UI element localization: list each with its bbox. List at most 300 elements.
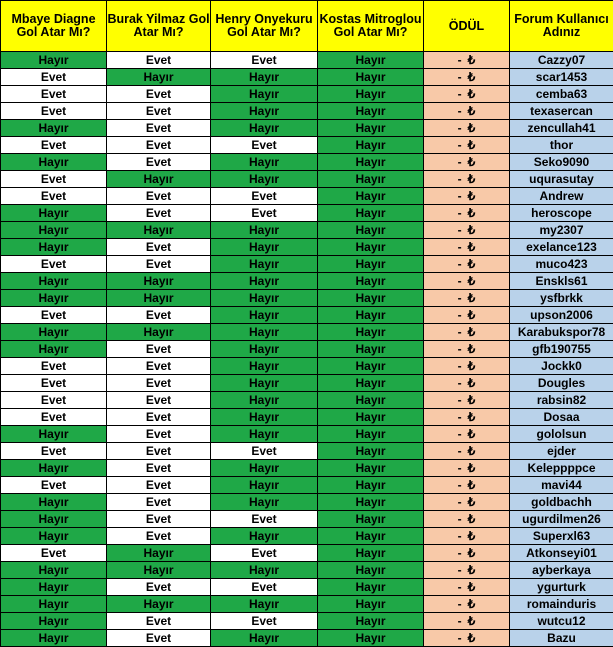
table-row [1, 256, 613, 273]
mbaye-diagne-cell: Hayır [1, 341, 107, 358]
forum-username-cell: Bazu [510, 630, 613, 647]
reward-value [458, 410, 476, 425]
table-row [1, 307, 613, 324]
lira-icon: ₺ [467, 375, 476, 390]
reward-value [458, 155, 476, 170]
kostas-mitroglou-cell: Hayır [318, 341, 424, 358]
lira-icon: ₺ [467, 494, 476, 509]
burak-yilmaz-cell: Evet [107, 154, 211, 171]
reward-dash: - [457, 273, 462, 288]
table-row [1, 171, 613, 188]
burak-yilmaz-cell: Evet [107, 426, 211, 443]
reward-cell [424, 256, 510, 273]
burak-yilmaz-cell: Evet [107, 103, 211, 120]
kostas-mitroglou-cell: Hayır [318, 528, 424, 545]
table-row [1, 69, 613, 86]
forum-username-cell: uqurasutay [510, 171, 613, 188]
burak-yilmaz-cell: Evet [107, 409, 211, 426]
lira-icon: ₺ [467, 120, 476, 135]
mbaye-diagne-cell: Evet [1, 358, 107, 375]
forum-username-cell: Keleppppce [510, 460, 613, 477]
table-row [1, 154, 613, 171]
table-row [1, 494, 613, 511]
kostas-mitroglou-cell: Hayır [318, 307, 424, 324]
table-row [1, 137, 613, 154]
reward-dash: - [457, 256, 462, 271]
henry-onyekuru-cell: Hayır [211, 477, 318, 494]
mbaye-diagne-cell: Hayır [1, 154, 107, 171]
burak-yilmaz-cell: Evet [107, 613, 211, 630]
kostas-mitroglou-cell: Hayır [318, 256, 424, 273]
burak-yilmaz-cell: Hayır [107, 545, 211, 562]
mbaye-diagne-cell: Hayır [1, 596, 107, 613]
forum-username-cell: goldbachh [510, 494, 613, 511]
forum-username-cell: exelance123 [510, 239, 613, 256]
lira-icon: ₺ [467, 137, 476, 152]
henry-onyekuru-cell: Hayır [211, 562, 318, 579]
reward-dash: - [457, 392, 462, 407]
forum-username-cell: cemba63 [510, 86, 613, 103]
reward-dash: - [457, 511, 462, 526]
table-row [1, 630, 613, 647]
reward-dash: - [457, 86, 462, 101]
table-row [1, 120, 613, 137]
henry-onyekuru-cell: Hayır [211, 426, 318, 443]
reward-dash: - [457, 443, 462, 458]
reward-value [458, 274, 476, 289]
reward-dash: - [457, 460, 462, 475]
burak-yilmaz-cell: Hayır [107, 290, 211, 307]
reward-cell [424, 562, 510, 579]
reward-dash: - [457, 154, 462, 169]
table-row [1, 579, 613, 596]
reward-value [458, 121, 476, 136]
reward-cell [424, 630, 510, 647]
mbaye-diagne-cell: Hayır [1, 120, 107, 137]
mbaye-diagne-cell: Evet [1, 409, 107, 426]
reward-value [458, 478, 476, 493]
burak-yilmaz-cell: Evet [107, 307, 211, 324]
reward-value [458, 393, 476, 408]
reward-cell [424, 443, 510, 460]
henry-onyekuru-cell: Hayır [211, 324, 318, 341]
forum-username-cell: Andrew [510, 188, 613, 205]
forum-username-cell: scar1453 [510, 69, 613, 86]
forum-username-cell: Enskls61 [510, 273, 613, 290]
table-row [1, 375, 613, 392]
burak-yilmaz-cell: Hayır [107, 596, 211, 613]
reward-value [458, 546, 476, 561]
lira-icon: ₺ [467, 188, 476, 203]
burak-yilmaz-cell: Evet [107, 494, 211, 511]
reward-dash: - [457, 562, 462, 577]
header-reward: ÖDÜL [424, 1, 510, 52]
table-row [1, 511, 613, 528]
table-row [1, 409, 613, 426]
reward-dash: - [457, 137, 462, 152]
mbaye-diagne-cell: Hayır [1, 273, 107, 290]
lira-icon: ₺ [467, 392, 476, 407]
lira-icon: ₺ [467, 69, 476, 84]
table-row [1, 290, 613, 307]
forum-username-cell: gololsun [510, 426, 613, 443]
reward-value [458, 563, 476, 578]
forum-username-cell: Dosaa [510, 409, 613, 426]
mbaye-diagne-cell: Evet [1, 103, 107, 120]
henry-onyekuru-cell: Evet [211, 443, 318, 460]
kostas-mitroglou-cell: Hayır [318, 562, 424, 579]
henry-onyekuru-cell: Hayır [211, 409, 318, 426]
kostas-mitroglou-cell: Hayır [318, 392, 424, 409]
mbaye-diagne-cell: Hayır [1, 579, 107, 596]
table-row [1, 205, 613, 222]
mbaye-diagne-cell: Hayır [1, 426, 107, 443]
mbaye-diagne-cell: Evet [1, 307, 107, 324]
header-mbaye-diagne: Mbaye Diagne Gol Atar Mı? [1, 1, 107, 52]
lira-icon: ₺ [467, 273, 476, 288]
table-row [1, 52, 613, 69]
forum-username-cell: romainduris [510, 596, 613, 613]
mbaye-diagne-cell: Hayır [1, 494, 107, 511]
henry-onyekuru-cell: Hayır [211, 239, 318, 256]
burak-yilmaz-cell: Hayır [107, 324, 211, 341]
kostas-mitroglou-cell: Hayır [318, 290, 424, 307]
mbaye-diagne-cell: Hayır [1, 460, 107, 477]
henry-onyekuru-cell: Hayır [211, 86, 318, 103]
mbaye-diagne-cell: Hayır [1, 239, 107, 256]
reward-value [458, 614, 476, 629]
reward-cell [424, 596, 510, 613]
reward-dash: - [457, 52, 462, 67]
lira-icon: ₺ [467, 630, 476, 645]
reward-value [458, 172, 476, 187]
reward-dash: - [457, 171, 462, 186]
reward-cell [424, 579, 510, 596]
lira-icon: ₺ [467, 358, 476, 373]
henry-onyekuru-cell: Evet [211, 511, 318, 528]
kostas-mitroglou-cell: Hayır [318, 171, 424, 188]
burak-yilmaz-cell: Evet [107, 341, 211, 358]
reward-value [458, 359, 476, 374]
burak-yilmaz-cell: Evet [107, 239, 211, 256]
mbaye-diagne-cell: Hayır [1, 630, 107, 647]
burak-yilmaz-cell: Evet [107, 528, 211, 545]
kostas-mitroglou-cell: Hayır [318, 511, 424, 528]
reward-cell [424, 69, 510, 86]
henry-onyekuru-cell: Hayır [211, 596, 318, 613]
kostas-mitroglou-cell: Hayır [318, 579, 424, 596]
lira-icon: ₺ [467, 409, 476, 424]
reward-dash: - [457, 69, 462, 84]
mbaye-diagne-cell: Evet [1, 375, 107, 392]
kostas-mitroglou-cell: Hayır [318, 409, 424, 426]
reward-value [458, 427, 476, 442]
reward-value [458, 189, 476, 204]
reward-cell [424, 613, 510, 630]
mbaye-diagne-cell: Evet [1, 86, 107, 103]
forum-username-cell: Atkonseyi01 [510, 545, 613, 562]
reward-dash: - [457, 307, 462, 322]
forum-username-cell: texasercan [510, 103, 613, 120]
reward-cell [424, 494, 510, 511]
reward-dash: - [457, 120, 462, 135]
reward-cell [424, 120, 510, 137]
table-row [1, 596, 613, 613]
reward-cell [424, 290, 510, 307]
reward-cell [424, 477, 510, 494]
burak-yilmaz-cell: Evet [107, 188, 211, 205]
kostas-mitroglou-cell: Hayır [318, 477, 424, 494]
kostas-mitroglou-cell: Hayır [318, 86, 424, 103]
lira-icon: ₺ [467, 171, 476, 186]
table-row [1, 528, 613, 545]
henry-onyekuru-cell: Hayır [211, 120, 318, 137]
reward-value [458, 240, 476, 255]
reward-cell [424, 409, 510, 426]
kostas-mitroglou-cell: Hayır [318, 273, 424, 290]
reward-dash: - [457, 596, 462, 611]
lira-icon: ₺ [467, 324, 476, 339]
burak-yilmaz-cell: Evet [107, 205, 211, 222]
reward-dash: - [457, 426, 462, 441]
kostas-mitroglou-cell: Hayır [318, 239, 424, 256]
lira-icon: ₺ [467, 103, 476, 118]
table-row [1, 222, 613, 239]
mbaye-diagne-cell: Evet [1, 171, 107, 188]
reward-dash: - [457, 205, 462, 220]
kostas-mitroglou-cell: Hayır [318, 103, 424, 120]
lira-icon: ₺ [467, 613, 476, 628]
burak-yilmaz-cell: Evet [107, 86, 211, 103]
reward-cell [424, 358, 510, 375]
burak-yilmaz-cell: Evet [107, 443, 211, 460]
mbaye-diagne-cell: Hayır [1, 562, 107, 579]
kostas-mitroglou-cell: Hayır [318, 358, 424, 375]
header-burak-yilmaz: Burak Yilmaz Gol Atar Mı? [107, 1, 211, 52]
table-row [1, 341, 613, 358]
lira-icon: ₺ [467, 426, 476, 441]
henry-onyekuru-cell: Hayır [211, 494, 318, 511]
lira-icon: ₺ [467, 205, 476, 220]
forum-username-cell: ayberkaya [510, 562, 613, 579]
forum-username-cell: rabsin82 [510, 392, 613, 409]
mbaye-diagne-cell: Evet [1, 188, 107, 205]
table-row [1, 562, 613, 579]
forum-username-cell: Cazzy07 [510, 52, 613, 69]
lira-icon: ₺ [467, 545, 476, 560]
lira-icon: ₺ [467, 477, 476, 492]
reward-dash: - [457, 375, 462, 390]
table-row [1, 86, 613, 103]
henry-onyekuru-cell: Hayır [211, 171, 318, 188]
forum-username-cell: ugurdilmen26 [510, 511, 613, 528]
reward-dash: - [457, 341, 462, 356]
forum-username-cell: thor [510, 137, 613, 154]
henry-onyekuru-cell: Hayır [211, 273, 318, 290]
reward-value [458, 597, 476, 612]
reward-value [458, 631, 476, 646]
reward-value [458, 580, 476, 595]
henry-onyekuru-cell: Hayır [211, 290, 318, 307]
henry-onyekuru-cell: Hayır [211, 103, 318, 120]
lira-icon: ₺ [467, 562, 476, 577]
reward-cell [424, 528, 510, 545]
forum-username-cell: heroscope [510, 205, 613, 222]
reward-cell [424, 222, 510, 239]
mbaye-diagne-cell: Hayır [1, 324, 107, 341]
lira-icon: ₺ [467, 52, 476, 67]
mbaye-diagne-cell: Hayır [1, 205, 107, 222]
reward-value [458, 53, 476, 68]
kostas-mitroglou-cell: Hayır [318, 596, 424, 613]
henry-onyekuru-cell: Evet [211, 137, 318, 154]
reward-value [458, 512, 476, 527]
reward-cell [424, 171, 510, 188]
forum-username-cell: gfb190755 [510, 341, 613, 358]
forum-username-cell: ejder [510, 443, 613, 460]
henry-onyekuru-cell: Hayır [211, 307, 318, 324]
kostas-mitroglou-cell: Hayır [318, 222, 424, 239]
mbaye-diagne-cell: Evet [1, 69, 107, 86]
henry-onyekuru-cell: Evet [211, 613, 318, 630]
reward-value [458, 444, 476, 459]
lira-icon: ₺ [467, 256, 476, 271]
table-row [1, 239, 613, 256]
reward-cell [424, 154, 510, 171]
forum-username-cell: zencullah41 [510, 120, 613, 137]
header-forum-username: Forum Kullanıcı Adınız [510, 1, 613, 52]
kostas-mitroglou-cell: Hayır [318, 188, 424, 205]
reward-dash: - [457, 630, 462, 645]
forum-username-cell: ygurturk [510, 579, 613, 596]
henry-onyekuru-cell: Evet [211, 545, 318, 562]
reward-dash: - [457, 324, 462, 339]
reward-dash: - [457, 545, 462, 560]
reward-cell [424, 137, 510, 154]
lira-icon: ₺ [467, 511, 476, 526]
forum-username-cell: ysfbrkk [510, 290, 613, 307]
reward-dash: - [457, 528, 462, 543]
henry-onyekuru-cell: Hayır [211, 358, 318, 375]
reward-value [458, 87, 476, 102]
kostas-mitroglou-cell: Hayır [318, 154, 424, 171]
reward-value [458, 325, 476, 340]
henry-onyekuru-cell: Hayır [211, 154, 318, 171]
lira-icon: ₺ [467, 528, 476, 543]
reward-cell [424, 273, 510, 290]
reward-value [458, 308, 476, 323]
reward-cell [424, 375, 510, 392]
lira-icon: ₺ [467, 154, 476, 169]
lira-icon: ₺ [467, 443, 476, 458]
reward-cell [424, 392, 510, 409]
mbaye-diagne-cell: Hayır [1, 613, 107, 630]
reward-cell [424, 426, 510, 443]
burak-yilmaz-cell: Hayır [107, 562, 211, 579]
henry-onyekuru-cell: Hayır [211, 460, 318, 477]
forum-username-cell: wutcu12 [510, 613, 613, 630]
table-row [1, 392, 613, 409]
lira-icon: ₺ [467, 341, 476, 356]
henry-onyekuru-cell: Evet [211, 579, 318, 596]
table-row [1, 545, 613, 562]
forum-username-cell: Superxl63 [510, 528, 613, 545]
burak-yilmaz-cell: Evet [107, 120, 211, 137]
table-row [1, 426, 613, 443]
kostas-mitroglou-cell: Hayır [318, 137, 424, 154]
henry-onyekuru-cell: Evet [211, 52, 318, 69]
reward-value [458, 291, 476, 306]
kostas-mitroglou-cell: Hayır [318, 52, 424, 69]
header-row [1, 1, 613, 52]
henry-onyekuru-cell: Hayır [211, 222, 318, 239]
lira-icon: ₺ [467, 460, 476, 475]
lira-icon: ₺ [467, 239, 476, 254]
header-kostas-mitroglou: Kostas Mitroglou Gol Atar Mı? [318, 1, 424, 52]
reward-dash: - [457, 103, 462, 118]
henry-onyekuru-cell: Hayır [211, 341, 318, 358]
table-row [1, 477, 613, 494]
kostas-mitroglou-cell: Hayır [318, 324, 424, 341]
burak-yilmaz-cell: Evet [107, 358, 211, 375]
forum-username-cell: Seko9090 [510, 154, 613, 171]
reward-value [458, 342, 476, 357]
kostas-mitroglou-cell: Hayır [318, 205, 424, 222]
reward-cell [424, 52, 510, 69]
mbaye-diagne-cell: Evet [1, 137, 107, 154]
header-henry-onyekuru: Henry Onyekuru Gol Atar Mı? [211, 1, 318, 52]
reward-cell [424, 545, 510, 562]
reward-cell [424, 511, 510, 528]
henry-onyekuru-cell: Evet [211, 188, 318, 205]
reward-cell [424, 239, 510, 256]
burak-yilmaz-cell: Evet [107, 137, 211, 154]
kostas-mitroglou-cell: Hayır [318, 120, 424, 137]
table-row [1, 443, 613, 460]
reward-value [458, 104, 476, 119]
kostas-mitroglou-cell: Hayır [318, 460, 424, 477]
reward-dash: - [457, 613, 462, 628]
table-row [1, 103, 613, 120]
table-row [1, 358, 613, 375]
henry-onyekuru-cell: Hayır [211, 392, 318, 409]
mbaye-diagne-cell: Evet [1, 256, 107, 273]
reward-dash: - [457, 290, 462, 305]
mbaye-diagne-cell: Hayır [1, 52, 107, 69]
mbaye-diagne-cell: Evet [1, 545, 107, 562]
kostas-mitroglou-cell: Hayır [318, 69, 424, 86]
henry-onyekuru-cell: Hayır [211, 69, 318, 86]
reward-value [458, 376, 476, 391]
burak-yilmaz-cell: Evet [107, 630, 211, 647]
kostas-mitroglou-cell: Hayır [318, 375, 424, 392]
forum-username-cell: Jockk0 [510, 358, 613, 375]
forum-username-cell: muco423 [510, 256, 613, 273]
kostas-mitroglou-cell: Hayır [318, 426, 424, 443]
reward-dash: - [457, 494, 462, 509]
kostas-mitroglou-cell: Hayır [318, 494, 424, 511]
forum-username-cell: Karabukspor78 [510, 324, 613, 341]
reward-cell [424, 324, 510, 341]
reward-value [458, 223, 476, 238]
lira-icon: ₺ [467, 307, 476, 322]
forum-username-cell: upson2006 [510, 307, 613, 324]
reward-dash: - [457, 579, 462, 594]
table-body [1, 52, 613, 647]
forum-username-cell: Dougles [510, 375, 613, 392]
reward-dash: - [457, 239, 462, 254]
reward-value [458, 70, 476, 85]
